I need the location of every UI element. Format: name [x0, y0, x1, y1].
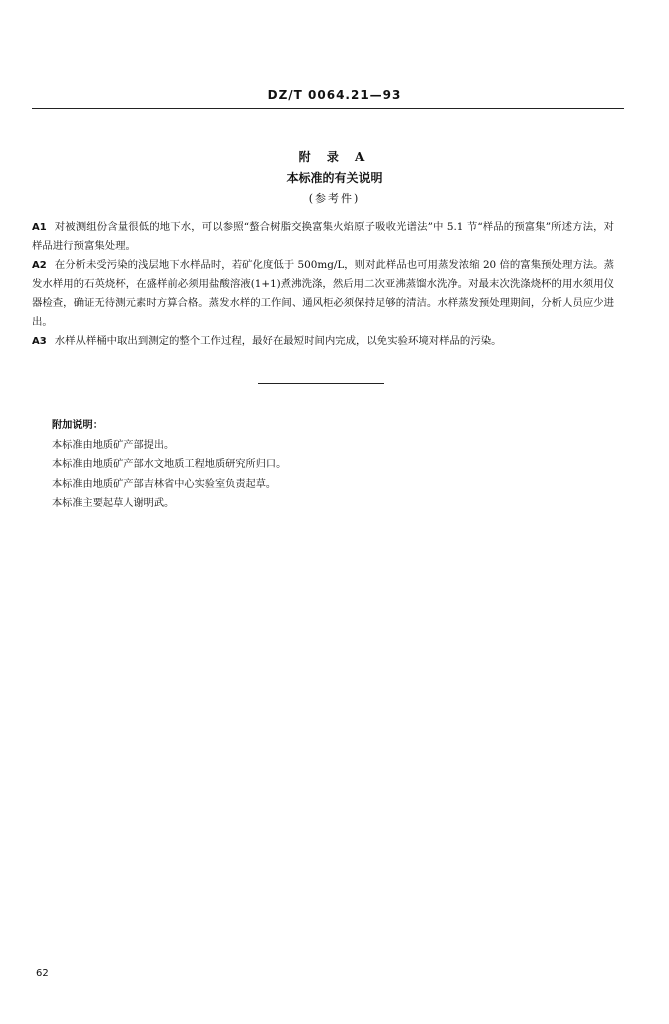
additional-notes — [52, 416, 612, 514]
clause-a2 — [32, 256, 614, 332]
section-divider — [258, 383, 384, 384]
page-number: 62 — [36, 968, 49, 979]
annex-title: 附 录 A — [298, 150, 371, 164]
clause-id: A2 — [32, 260, 47, 271]
notes-line: 本标准主要起草人谢明武。 — [52, 498, 175, 509]
clause-text: 在分析未受污染的浅层地下水样品时，若矿化度低于 500mg/L，则对此样品也可用蒸发浓缩 20 倍的富集预处理方法。蒸发水样用的石英烧杯，在盛样前必须用盐酸溶液(1+1)煮沸洗涤，然后用二次亚沸蒸馏水洗净。对最末次洗涤烧杯的用水须用仪器检查，确证无待测元素时方算合格。蒸发水样的工作间、通风柜必须保持足够的清洁。水样蒸发预处理期间，分析人员应少进出。 — [32, 259, 614, 328]
notes-line: 本标准由地质矿产部吉林省中心实验室负责起草。 — [52, 478, 277, 490]
notes-line: 本标准由地质矿产部提出。 — [52, 439, 175, 451]
header-rule — [32, 108, 624, 109]
clause-id: A1 — [32, 222, 47, 233]
annex-note: (参考件) — [308, 192, 361, 205]
annex-body — [32, 218, 614, 351]
clause-a3 — [32, 332, 614, 351]
notes-title: 附加说明： — [52, 419, 103, 431]
clause-text: 水样从样桶中取出到测定的整个工作过程，最好在最短时间内完成，以免实验环境对样品的污染。 — [54, 335, 502, 347]
clause-a1 — [32, 218, 614, 256]
standard-code-header: DZ/T 0064.21—93 — [267, 88, 402, 102]
notes-line: 本标准由地质矿产部水文地质工程地质研究所归口。 — [52, 459, 287, 470]
annex-subtitle: 本标准的有关说明 — [286, 171, 383, 185]
clause-text: 对被测组份含量很低的地下水，可以参照“螯合树脂交换富集火焰原子吸收光谱法”中 5.1 节“样品的预富集”所述方法，对样品进行预富集处理。 — [32, 221, 614, 252]
clause-id: A3 — [32, 336, 47, 347]
